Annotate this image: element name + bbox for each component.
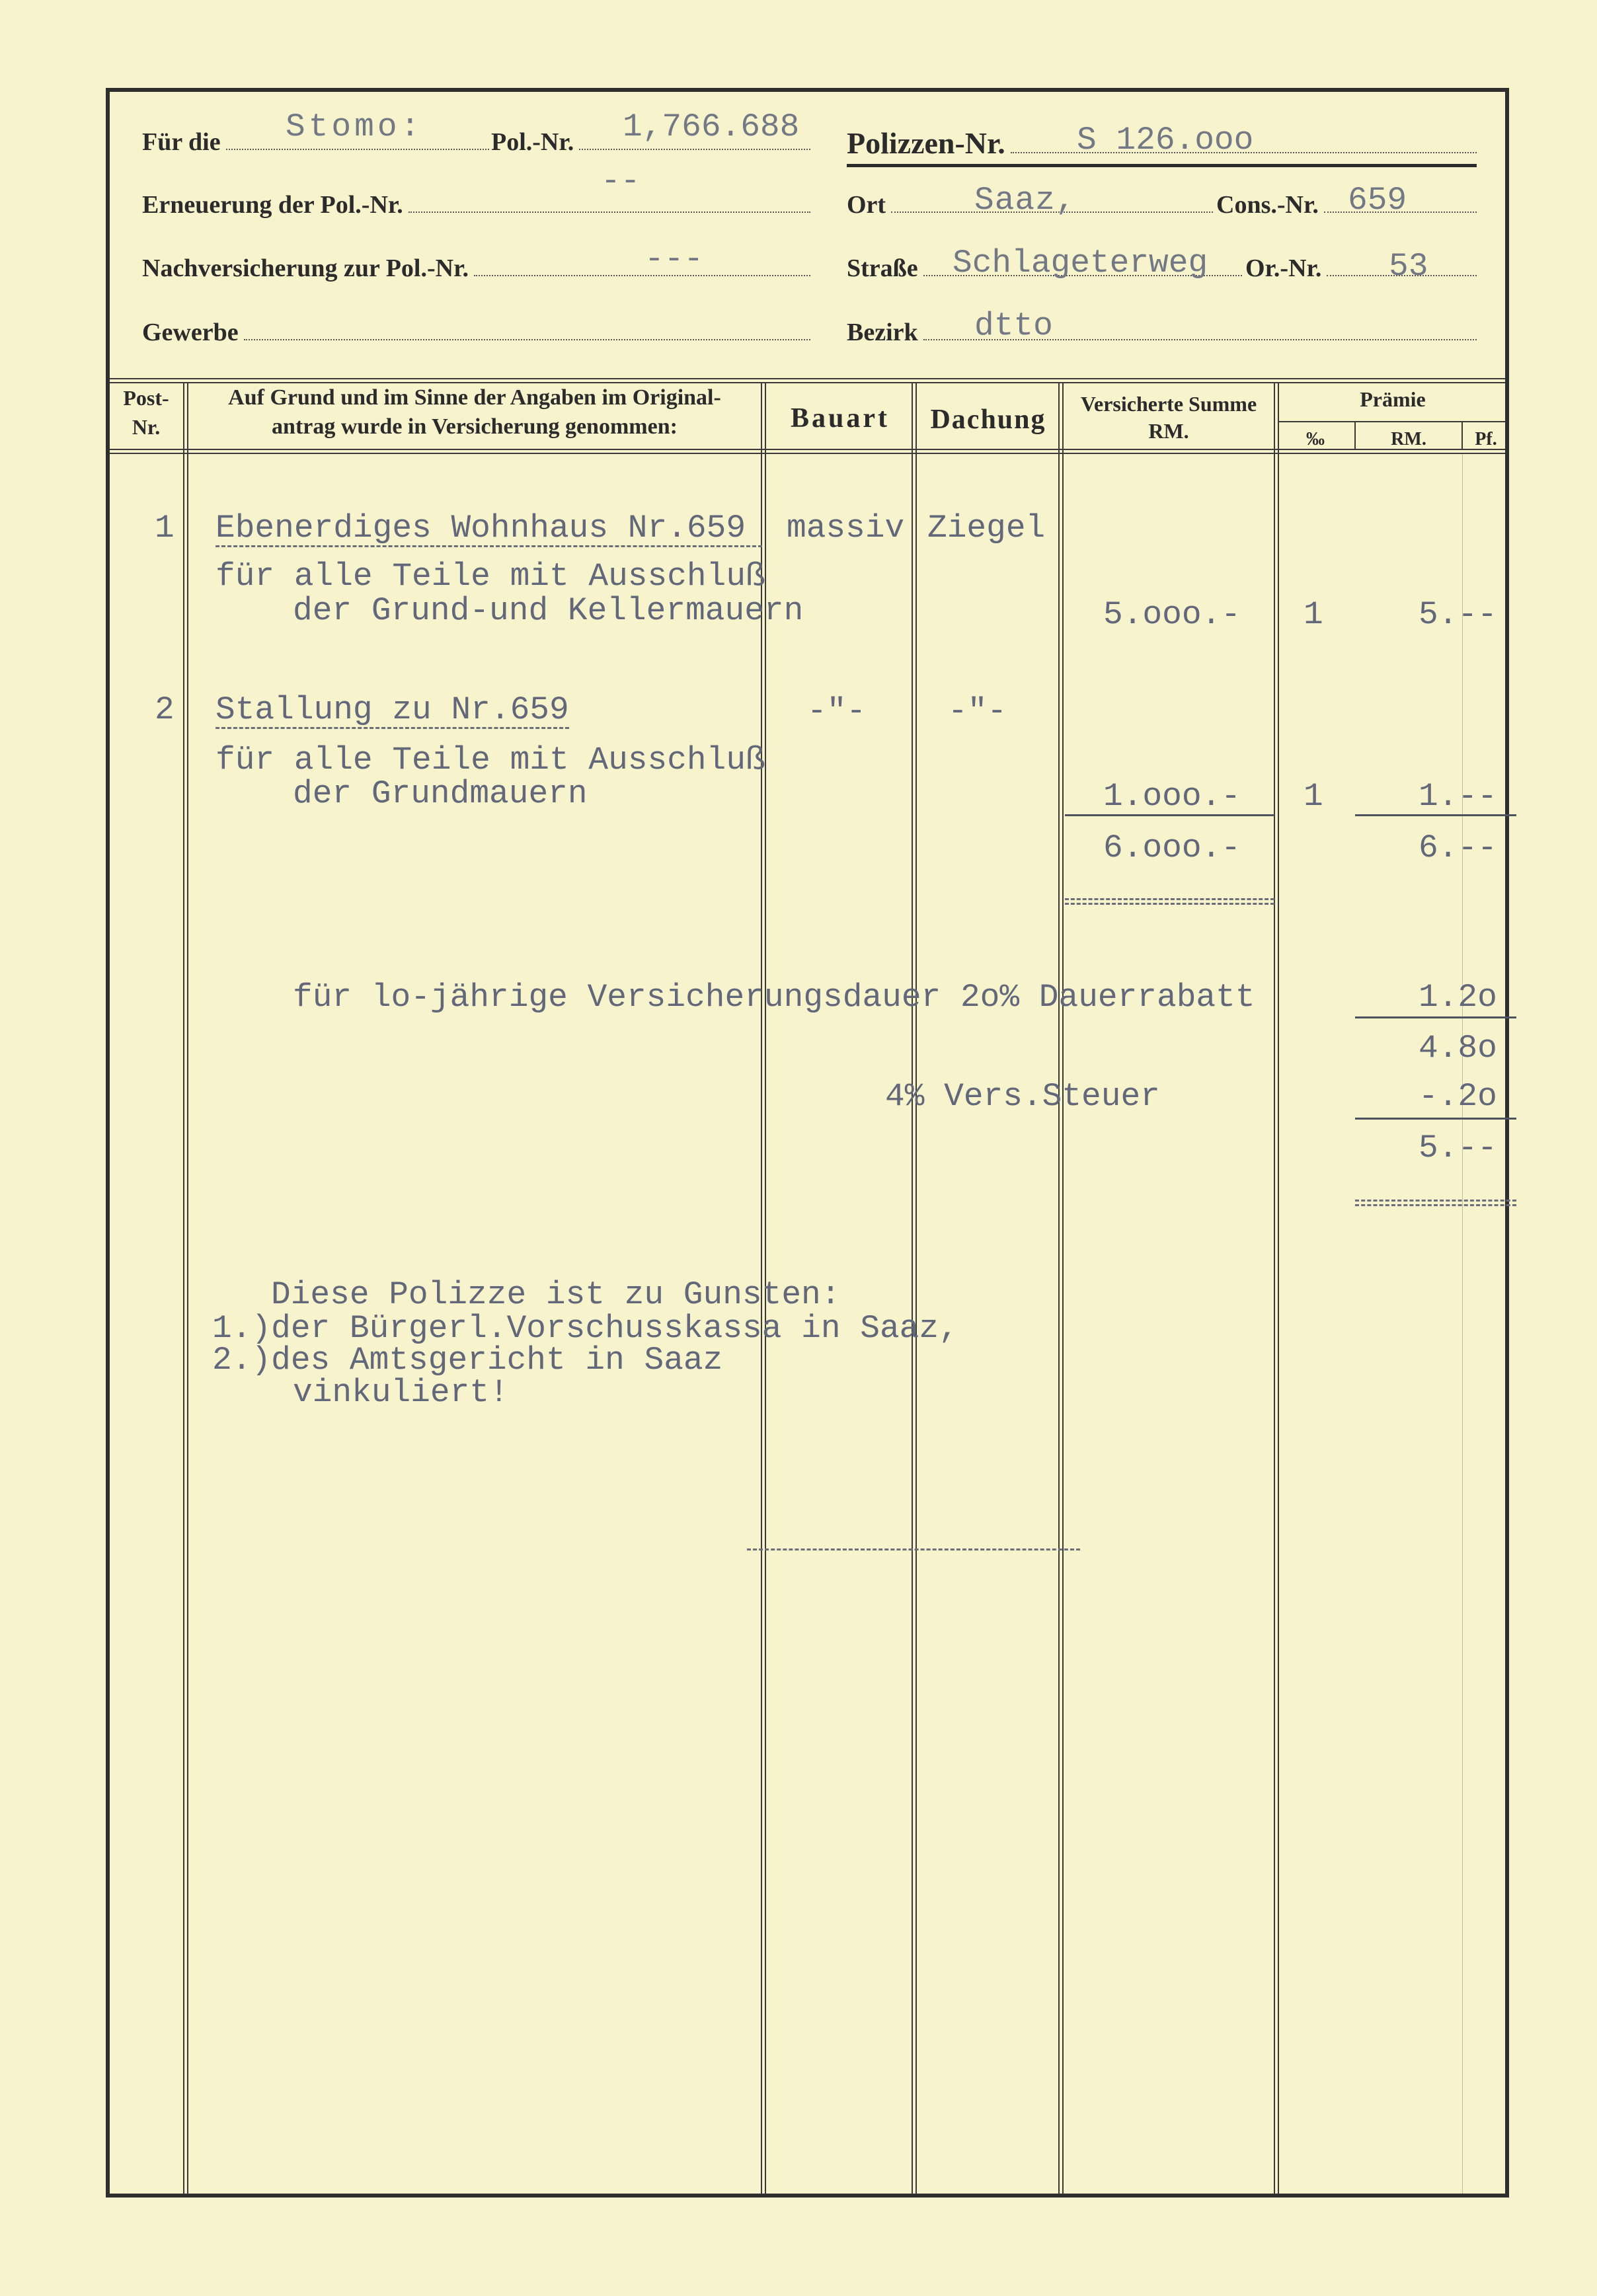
rabatt-text: für lo-jährige Versicherungsdauer 2o% Dauerrabatt [293, 979, 1255, 1016]
steuer-text: 4% Vers.Steuer [885, 1078, 1160, 1115]
col-praemie-pf: Pf. [1475, 429, 1497, 449]
sum-rule [1355, 1118, 1516, 1120]
subtotal-summe: 6.ooo.- [1103, 829, 1241, 866]
label-ort: Ort [847, 191, 886, 219]
label-pol-nr: Pol.-Nr. [491, 128, 574, 156]
item-dachung: -"- [948, 693, 1007, 730]
item-promille: 1 [1304, 778, 1323, 815]
item-bauart: massiv [787, 510, 905, 547]
item-promille: 1 [1304, 596, 1323, 633]
column-rule [912, 383, 917, 2194]
value-or-nr: 53 [1389, 248, 1428, 285]
vinkulierung-line: vinkuliert! [293, 1374, 509, 1411]
col-dachung: Dachung [930, 404, 1046, 435]
leader-line [579, 149, 810, 150]
vinkulierung-line: Diese Polizze ist zu Gunsten: [271, 1276, 841, 1313]
sum-rule [1065, 814, 1274, 816]
vinkulierung-line: 2.)des Amtsgericht in Saaz [212, 1342, 723, 1379]
subtotal-praemie: 6.-- [1419, 829, 1497, 866]
field-gewerbe [142, 316, 810, 345]
item-summe: 1.ooo.- [1103, 778, 1241, 815]
item-praemie: 5.-- [1419, 596, 1497, 633]
leader-line [409, 211, 810, 213]
field-erneuerung [142, 188, 810, 217]
label-cons-nr: Cons.-Nr. [1216, 191, 1319, 219]
col-praemie-promille: ‰ [1306, 429, 1325, 449]
steuer-amount: -.2o [1419, 1078, 1497, 1115]
field-cons-nr [1216, 188, 1477, 217]
gesamt-amount: 5.-- [1419, 1129, 1497, 1167]
leader-line [474, 275, 810, 276]
leader-line [226, 149, 489, 150]
col-summe-line2: RM. [1148, 419, 1189, 443]
item-summe: 5.ooo.- [1103, 596, 1241, 633]
closing-dash-line [747, 1549, 1080, 1550]
item-detail: der Grundmauern [293, 775, 588, 812]
label-fuer-die: Für die [142, 128, 221, 156]
rabatt-amount: 1.2o [1419, 979, 1497, 1016]
col-post-nr-line2: Nr. [132, 415, 161, 439]
field-nachversicherung [142, 252, 810, 281]
value-strasse: Schlageterweg [953, 245, 1208, 282]
col-description-line2: antrag wurde in Versicherung genommen: [272, 414, 678, 439]
item-dachung: Ziegel [927, 510, 1046, 547]
label-gewerbe: Gewerbe [142, 319, 239, 346]
item-title: Ebenerdiges Wohnhaus Nr.659 [215, 512, 762, 547]
label-nachversicherung: Nachversicherung zur Pol.-Nr. [142, 254, 469, 282]
item-praemie: 1.-- [1419, 778, 1497, 815]
col-description-line1: Auf Grund und im Sinne der Angaben im Original- [228, 385, 721, 410]
vinkulierung-line: 1.)der Bürgerl.Vorschusskassa in Saaz, [212, 1310, 958, 1347]
item-bauart: -"- [807, 693, 867, 730]
sum-rule [1355, 1016, 1516, 1018]
value-polizzen-nr: S 126.ooo [1077, 122, 1254, 159]
value-cons-nr: 659 [1348, 182, 1407, 219]
value-ort: Saaz, [974, 182, 1076, 219]
col-summe-line1: Versicherte Summe [1080, 392, 1257, 416]
praemie-subheader-rule [1279, 421, 1505, 422]
item-detail: für alle Teile mit Ausschluß [215, 742, 765, 779]
label-bezirk: Bezirk [847, 319, 918, 346]
value-pol-nr: 1,766.688 [623, 108, 800, 145]
column-rule [1058, 383, 1064, 2194]
double-underline [1065, 898, 1274, 905]
value-erneuerung: -- [601, 163, 641, 200]
label-or-nr: Or.-Nr. [1245, 254, 1322, 282]
item-title: Stallung zu Nr.659 [215, 691, 569, 728]
column-rule [1274, 383, 1279, 2194]
column-rule [183, 383, 188, 2194]
sum-rule [1355, 814, 1516, 816]
praemie-subcolumn-rule [1461, 422, 1463, 449]
value-bezirk: dtto [974, 307, 1053, 344]
col-praemie-rm: RM. [1391, 429, 1426, 449]
table-header-divider [110, 449, 1505, 454]
col-post-nr-line1: Post- [123, 386, 169, 410]
item-detail: für alle Teile mit Ausschluß [215, 558, 765, 595]
field-bezirk [847, 316, 1477, 345]
value-nachversicherung: --- [644, 241, 704, 278]
praemie-subcolumn-rule [1354, 422, 1356, 449]
value-fuer-die: Stomo: [286, 108, 424, 145]
item-nr: 1 [155, 510, 175, 547]
label-strasse: Straße [847, 254, 918, 282]
leader-line [244, 339, 810, 340]
header-divider [110, 378, 1505, 383]
double-underline [1355, 1200, 1516, 1206]
field-or-nr [1245, 252, 1477, 281]
polizzen-nr-underline [847, 164, 1477, 167]
label-erneuerung: Erneuerung der Pol.-Nr. [142, 191, 403, 219]
item-nr: 2 [155, 691, 175, 728]
label-polizzen-nr: Polizzen-Nr. [847, 126, 1005, 160]
nach-rabatt-amount: 4.8o [1419, 1030, 1497, 1067]
item-detail: der Grund-und Kellermauern [293, 592, 804, 629]
col-bauart: Bauart [791, 403, 890, 434]
col-praemie: Prämie [1360, 387, 1426, 411]
pf-column-rule [1462, 454, 1463, 2194]
